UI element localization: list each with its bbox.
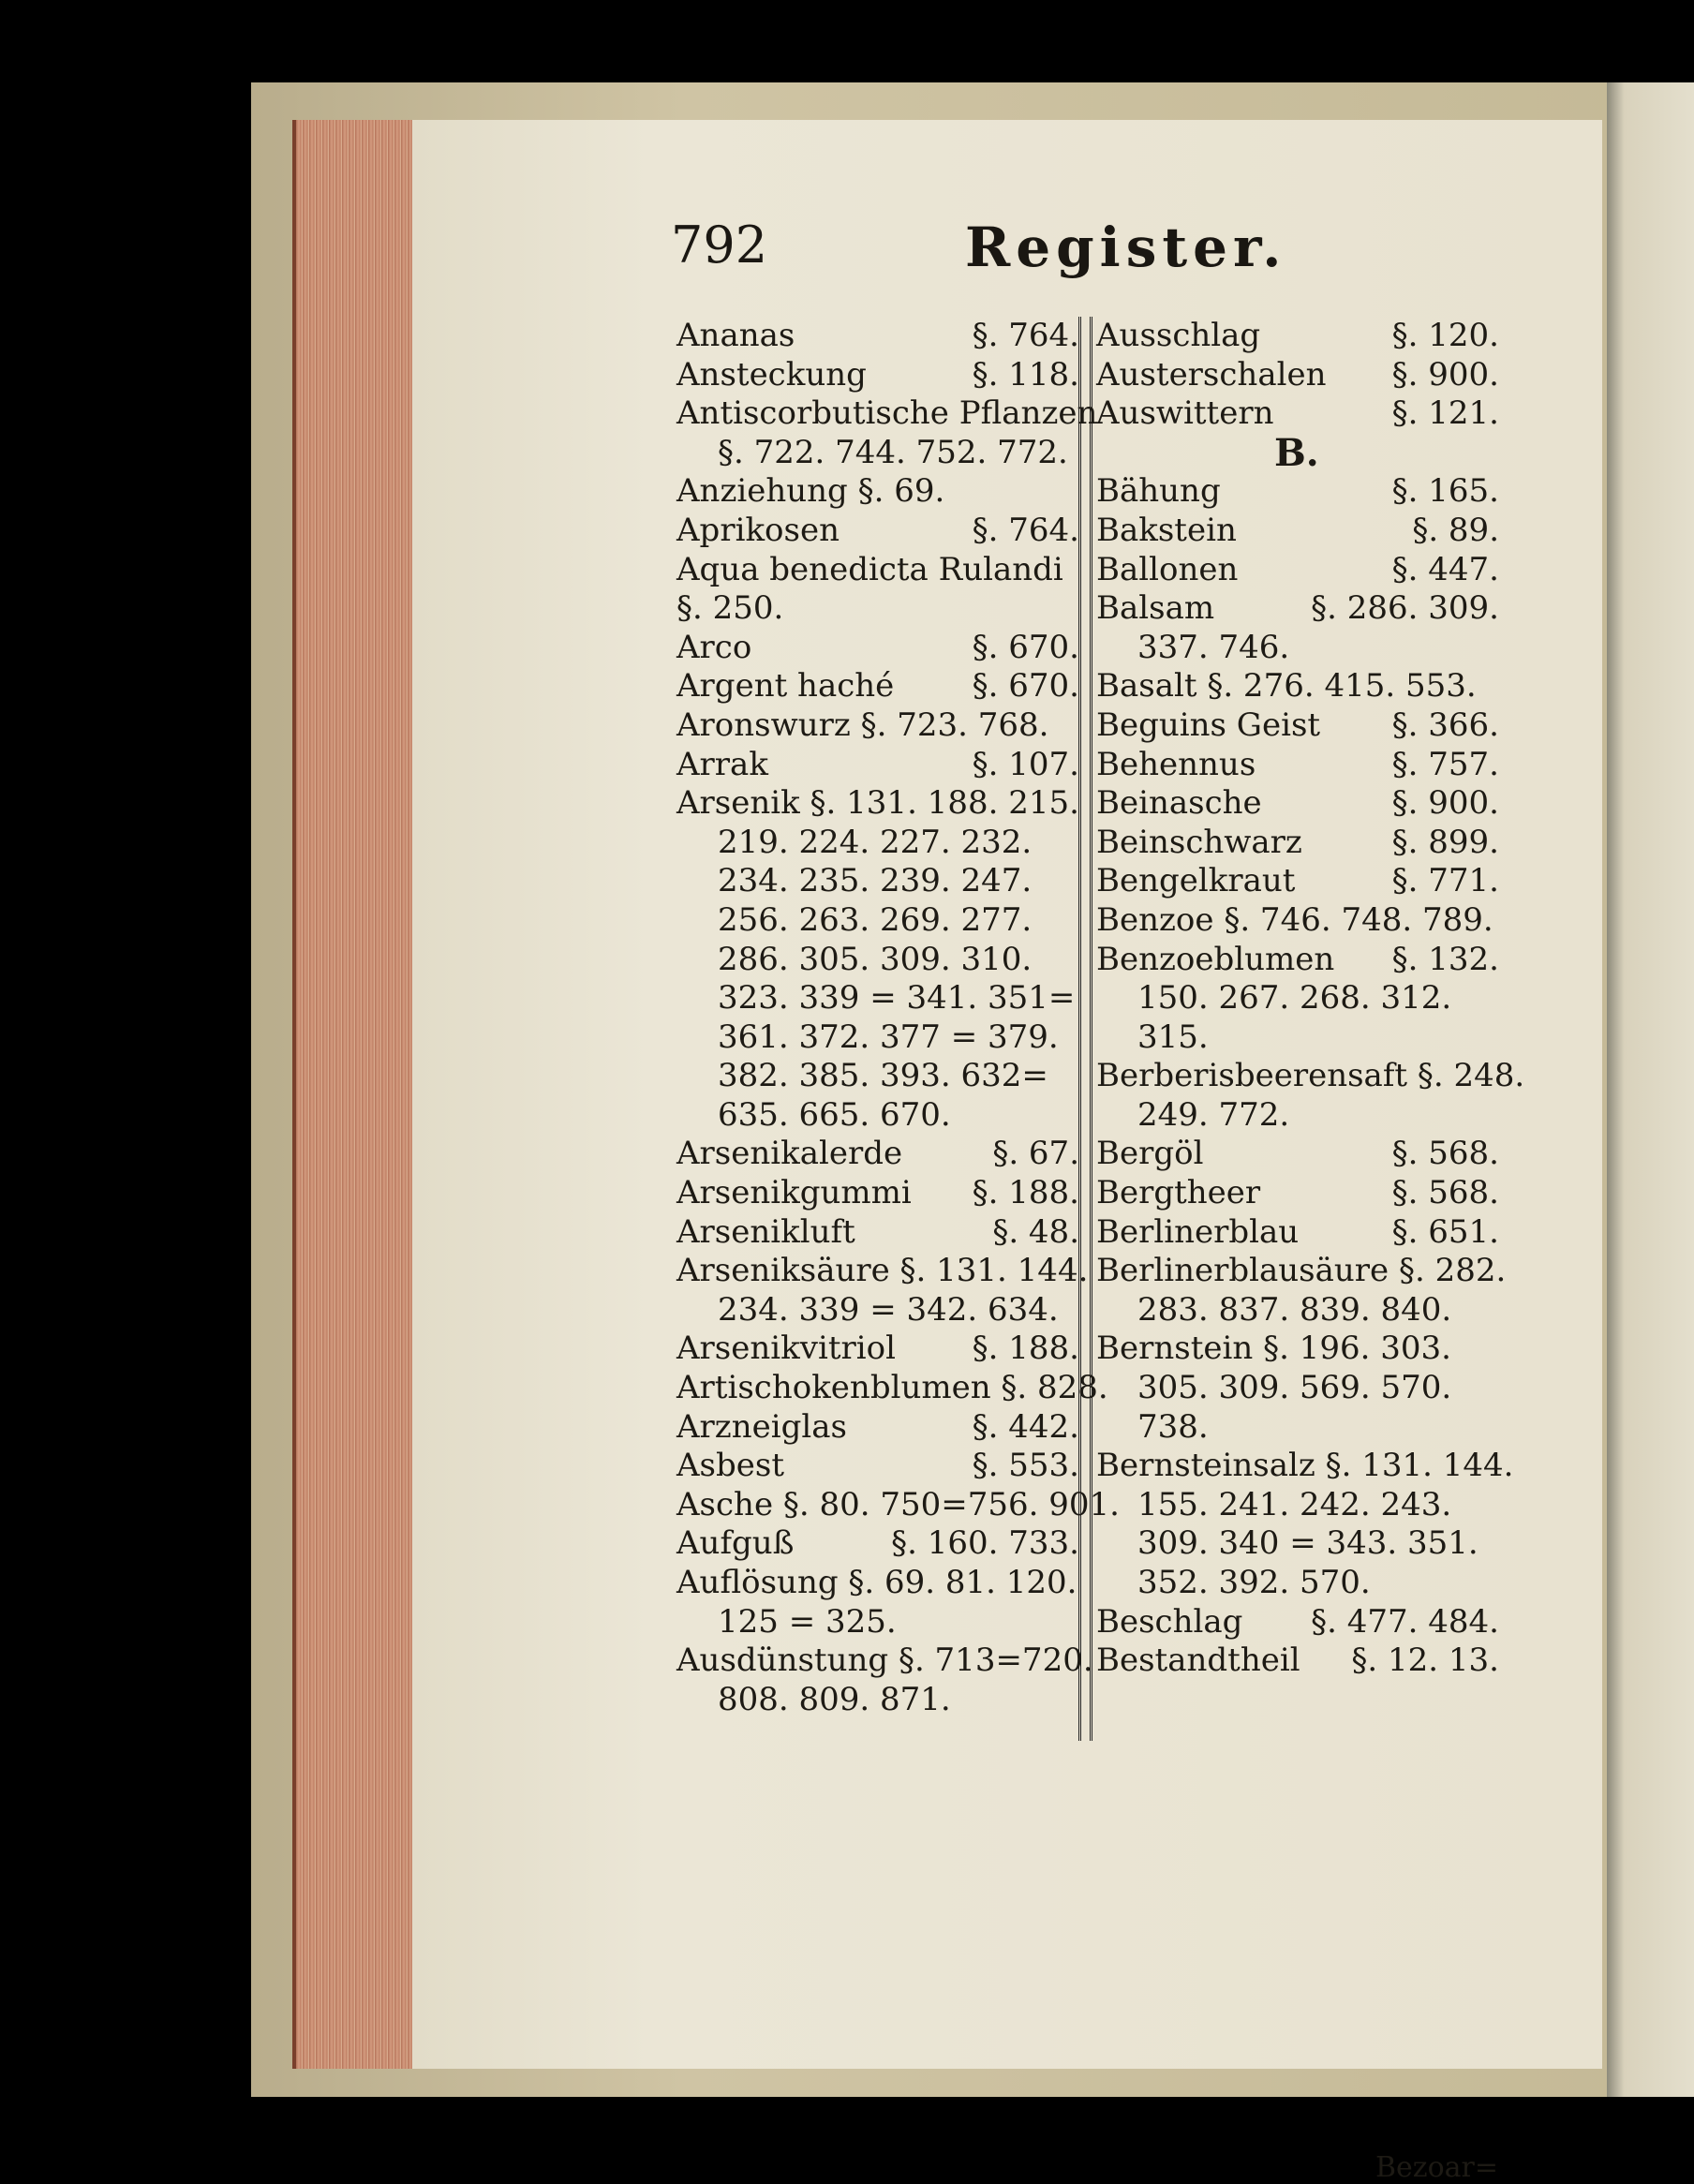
index-term: Ballonen [1096,550,1239,588]
index-entry [1096,862,1499,901]
index-term: Asbest [676,1447,784,1485]
index-term: Bestandtheil [1096,1642,1300,1680]
index-term: Asche §. 80. 750=756. 901. [676,1485,1120,1523]
index-term: Ananas [676,317,795,354]
index-column-right [1096,317,1525,2153]
index-term: 286. 305. 309. 310. [718,940,1033,978]
index-entry [676,589,1079,629]
index-reference: §. 188. [972,1330,1079,1368]
index-reference: §. 121. [1391,394,1499,433]
index-entry [1096,1330,1499,1369]
index-term: B. [1274,430,1319,475]
index-term: Berlinerblausäure §. 282. [1096,1252,1507,1290]
index-term: Arsenik §. 131. 188. 215. [676,784,1079,823]
index-term: Benzoe §. 746. 748. 789. [1096,900,1493,939]
facing-page-edge [1607,82,1694,2097]
index-entry [1096,1486,1499,1525]
index-entry [676,1369,1108,1408]
index-term: 361. 372. 377 = 379. [718,1018,1059,1056]
index-entry [1096,629,1499,668]
index-reference: §. 67. [992,1135,1079,1173]
index-entry [1096,394,1499,434]
index-reference: §. 771. [1391,862,1499,900]
index-term: Bernsteinsalz §. 131. 144. [1096,1447,1514,1485]
index-reference: §. 48. [992,1212,1079,1251]
index-entry [676,746,1079,785]
index-reference: §. 442. [972,1407,1079,1446]
index-term: Arsenikluft [676,1212,855,1251]
index-term: Anziehung §. 69. [676,472,945,511]
index-entry [676,394,1098,434]
index-entry [676,1564,1079,1603]
index-reference: §. 165. [1391,472,1499,511]
column-divider [1090,317,1092,1741]
index-term: Arsenikalerde [676,1135,903,1173]
index-reference: §. 553. [972,1447,1079,1485]
index-reference: §. 764. [972,317,1079,354]
index-entry [676,1174,1079,1213]
index-entry [676,1330,1079,1369]
index-entry [1096,1213,1499,1253]
index-term: 256. 263. 269. 277. [718,900,1033,939]
index-term: Bengelkraut [1096,862,1296,900]
index-term: Aronswurz §. 723. 768. [676,706,1049,744]
index-entry [1096,1447,1514,1486]
index-reference: §. 120. [1391,317,1499,354]
index-entry [1096,901,1499,941]
index-entry [676,1603,1079,1642]
index-term: Arsenikgummi [676,1174,912,1212]
index-entry [676,706,1079,746]
index-entry [676,629,1079,668]
index-term: Antiscorbutische Pflanzen [676,394,1098,433]
index-entry [676,1485,1120,1525]
index-reference: §. 188. [972,1174,1079,1212]
index-entry [1096,1603,1499,1642]
index-entry [676,512,1079,551]
index-term: Bergöl [1096,1135,1204,1173]
index-entry [1096,1291,1499,1330]
index-reference: §. 107. [972,745,1079,783]
index-entry [676,901,1079,941]
index-entry [676,941,1079,980]
index-term: Arco [676,628,752,666]
index-entry [676,667,1079,706]
index-term: Artischokenblumen §. 828. [676,1369,1108,1407]
index-term: Arsenikvitriol [676,1330,896,1368]
index-term: Beguins Geist [1096,706,1321,744]
index-entry [1096,1369,1499,1408]
index-entry [1096,1018,1499,1058]
page-title: Register. [965,215,1287,279]
index-reference: §. 286. 309. [1311,589,1499,628]
index-entry [676,1447,1079,1486]
index-reference: §. 477. 484. [1311,1602,1499,1641]
index-term: Bergtheer [1096,1174,1261,1212]
index-entry [1096,746,1499,785]
index-entry [1096,1174,1499,1213]
index-term: Arrak [676,745,768,783]
index-term: Argent haché [676,667,895,706]
index-term: 323. 339 = 341. 351= [718,979,1076,1018]
index-reference: §. 366. [1391,706,1499,744]
index-term: 283. 837. 839. 840. [1137,1290,1452,1329]
index-term: 738. [1137,1407,1209,1446]
index-term: §. 722. 744. 752. 772. [718,433,1068,471]
index-term: 315. [1137,1018,1209,1056]
index-term: 382. 385. 393. 632= [718,1057,1048,1095]
index-entry [676,1681,1079,1720]
index-entry [1096,1057,1525,1096]
index-entry [1096,551,1499,590]
index-entry [1096,824,1499,863]
index-entry [1096,1564,1499,1603]
catchword: Bezoar= [1375,2151,1499,2184]
index-reference: §. 764. [972,511,1079,549]
index-term: Auswittern [1096,394,1274,433]
index-term: Bernstein §. 196. 303. [1096,1330,1451,1368]
index-entry [676,472,1079,512]
index-entry [1096,1135,1499,1174]
index-term: 234. 339 = 342. 634. [718,1290,1059,1329]
index-entry [676,1252,1089,1291]
page-edges [292,120,418,2069]
index-reference: §. 12. 13. [1351,1642,1499,1680]
index-entry [676,434,1079,473]
index-term: Aprikosen [676,511,840,549]
index-entry [676,862,1079,901]
index-entry [676,551,1079,590]
index-entry [1096,784,1499,824]
index-entry [676,1291,1079,1330]
index-term: 808. 809. 871. [718,1680,951,1718]
index-term: 352. 392. 570. [1137,1564,1371,1601]
index-reference: §. 900. [1391,784,1499,823]
index-entry [676,1135,1079,1174]
index-term: Behennus [1096,745,1256,783]
index-reference: §. 757. [1391,745,1499,783]
index-term: 234. 235. 239. 247. [718,862,1033,900]
index-entry [1096,1096,1499,1136]
index-entry [676,1057,1079,1096]
index-term: Ansteckung [676,355,867,394]
index-reference: §. 899. [1391,823,1499,861]
index-term: Bakstein [1096,511,1237,549]
index-term: 305. 309. 569. 570. [1137,1369,1452,1407]
index-entry [1096,472,1499,512]
index-reference: §. 89. [1412,511,1499,549]
index-term: §. 250. [676,589,784,628]
index-term: Ausdünstung §. 713=720. [676,1642,1093,1680]
index-reference: §. 132. [1391,940,1499,978]
index-term: Berlinerblau [1096,1212,1300,1251]
index-term: 155. 241. 242. 243. [1137,1485,1452,1523]
index-entry [676,1642,1093,1681]
index-entry [1096,1408,1499,1448]
index-reference: §. 670. [972,628,1079,666]
index-reference: §. 160. 733. [891,1524,1079,1563]
index-entry [1096,512,1499,551]
index-entry [1096,667,1499,706]
index-reference: §. 568. [1391,1174,1499,1212]
index-entry [676,1408,1079,1448]
index-entry [676,824,1079,863]
index-reference: §. 118. [972,355,1079,394]
index-term: Auflösung §. 69. 81. 120. [676,1564,1077,1601]
index-term: 219. 224. 227. 232. [718,823,1033,861]
index-reference: §. 651. [1391,1212,1499,1251]
index-entry [676,979,1079,1018]
index-term: 249. 772. [1137,1095,1290,1134]
index-term: Austerschalen [1096,355,1327,394]
index-entry [676,1096,1079,1136]
index-entry [1096,1524,1499,1564]
index-entry [676,1524,1079,1564]
index-term: Basalt §. 276. 415. 553. [1096,667,1477,706]
index-entry [676,317,1079,356]
index-reference: §. 900. [1391,355,1499,394]
index-entry [676,1018,1079,1058]
index-term: Aqua benedicta Rulandi [676,550,1063,588]
index-term: Ausschlag [1096,317,1261,354]
index-column-left [676,317,1120,2153]
index-term: Beinschwarz [1096,823,1302,861]
index-term: 150. 267. 268. 312. [1137,979,1452,1018]
index-term: 337. 746. [1137,628,1290,666]
index-entry [1096,979,1499,1018]
index-reference: §. 447. [1391,550,1499,588]
index-reference: §. 568. [1391,1135,1499,1173]
index-entry [676,1213,1079,1253]
index-entry [1096,941,1499,980]
index-term: Arzneiglas [676,1407,847,1446]
index-entry [1096,1642,1499,1681]
index-term: Benzoeblumen [1096,940,1335,978]
index-term: Berberisbeerensaft §. 248. [1096,1057,1525,1095]
index-term: Balsam [1096,589,1215,628]
index-term: Beschlag [1096,1602,1243,1641]
index-entry [1096,356,1499,395]
index-entry [676,784,1079,824]
index-term: Beinasche [1096,784,1262,823]
index-entry [1096,706,1499,746]
index-entry [1096,589,1499,629]
page-number: 792 [671,215,768,275]
index-entry [1096,317,1499,356]
index-term: Arseniksäure §. 131. 144. [676,1252,1089,1290]
index-term: Bähung [1096,472,1221,511]
index-term: 309. 340 = 343. 351. [1137,1524,1479,1563]
index-reference: §. 670. [972,667,1079,706]
index-entry [1096,430,1499,475]
index-entry [1096,1252,1507,1291]
index-term: Aufguß [676,1524,795,1563]
index-term: 125 = 325. [718,1602,897,1641]
index-term: 635. 665. 670. [718,1095,951,1134]
index-entry [676,356,1079,395]
